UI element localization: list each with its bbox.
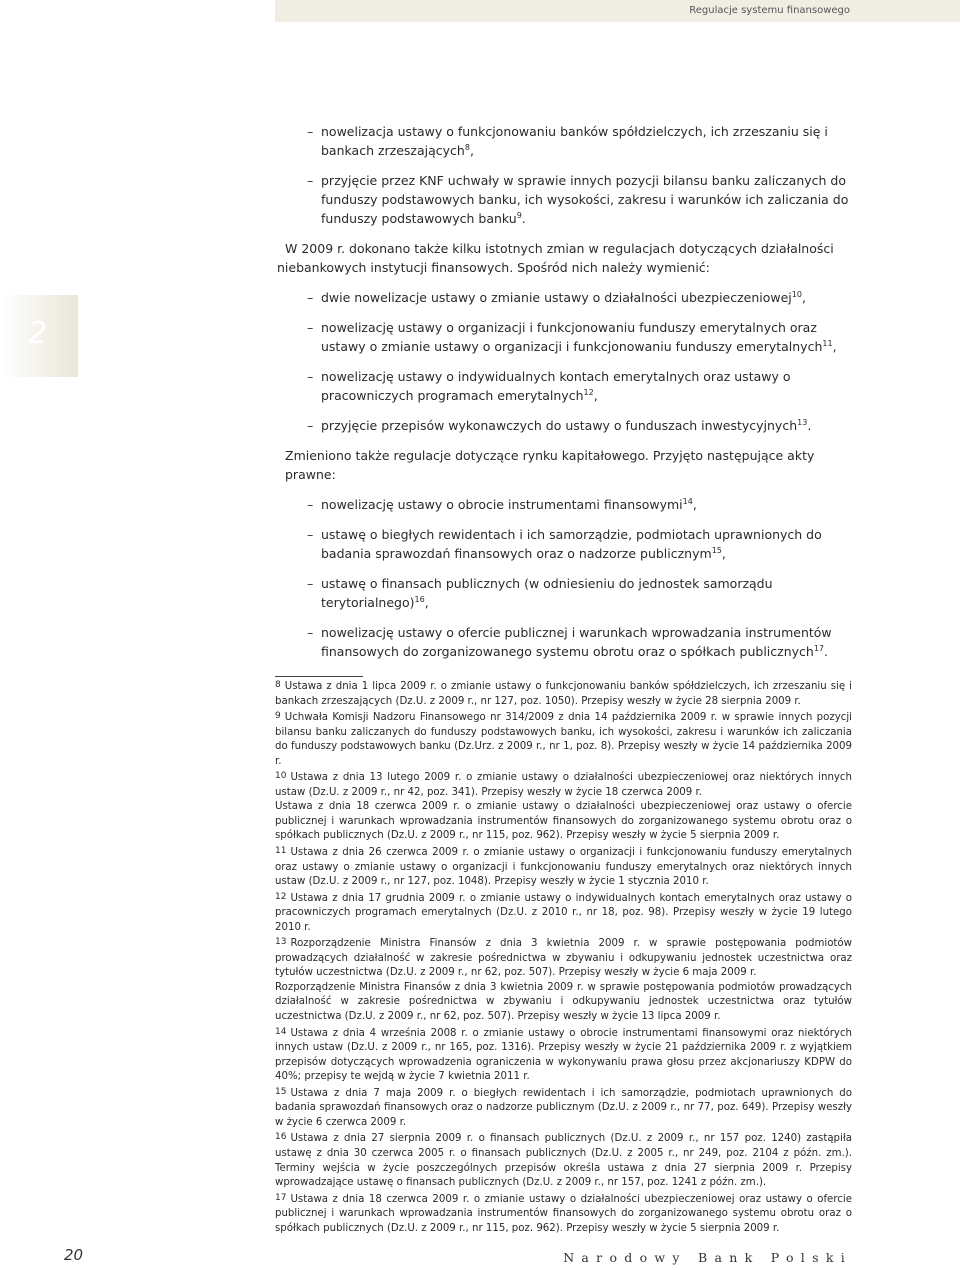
list-dash: – <box>307 320 314 335</box>
footnote-text: Ustawa z dnia 13 lutego 2009 r. o zmianie ustawy o działalności ubezpieczeniowej oraz niektórych innych ustaw (Dz.U. z 2009 r., nr 42, poz. 341). Przepisy weszły w życie 18 czerwca 2009 r. <box>275 772 852 798</box>
running-header-bar <box>275 0 960 22</box>
footnote-text: Ustawa z dnia 18 czerwca 2009 r. o zmianie ustawy o działalności ubezpieczeniowej oraz ustawy o ofercie publicznej i warunkach wprowadzania instrumentów finansowych do zorganizowanego systemu obrotu oraz o spółkach publicznych (Dz.U. z 2009 r., nr 115, poz. 962). Przepisy weszły w życie 5 sierpnia 2009 r. <box>275 801 852 842</box>
footnote-ref: 15 <box>711 546 722 555</box>
list-item-punct: , <box>692 497 697 512</box>
list-item-text: ustawę o biegłych rewidentach i ich samorządzie, podmiotach uprawnionych do badania sprawozdań finansowych oraz o nadzorze publicznym <box>321 527 822 561</box>
footnote <box>275 1085 852 1131</box>
list-item <box>277 574 851 612</box>
publisher-name: Narodowy Bank Polski <box>563 1250 852 1265</box>
footnote-number: 12 <box>275 891 287 902</box>
list-dash: – <box>307 625 314 640</box>
footnote-text: Ustawa z dnia 18 czerwca 2009 r. o zmianie ustawy o działalności ubezpieczeniowej oraz ustawy o ofercie publicznej i warunkach wprowadzania instrumentów finansowych do zorganizowanego systemu obrotu oraz o spółkach publicznych (Dz.U. z 2009 r., nr 115, poz. 962). Przepisy weszły w życie 5 sierpnia 2009 r. <box>275 1193 852 1234</box>
footnote-ref: 16 <box>414 595 425 604</box>
list-dash: – <box>307 418 314 433</box>
bullet-list-capital-market <box>277 495 851 661</box>
footnote-text: Ustawa z dnia 17 grudnia 2009 r. o zmianie ustawy o indywidualnych kontach emerytalnych oraz ustawy o pracowniczych programach emerytalnych (Dz.U. z 2010 r., nr 18, poz. 98). Przepisy weszły w życie 19 lutego 2010 r. <box>275 892 852 933</box>
list-dash: – <box>307 497 314 512</box>
paragraph-capital-market-intro: Zmieniono także regulacje dotyczące rynku kapitałowego. Przyjęto następujące akty prawne: <box>285 448 815 482</box>
list-dash: – <box>307 124 314 139</box>
footnote-ref: 8 <box>464 143 470 152</box>
list-item-text: nowelizację ustawy o organizacji i funkcjonowaniu funduszy emerytalnych oraz ustawy o zmianie ustawy o organizacji i funkcjonowaniu funduszy emerytalnych <box>321 320 823 354</box>
footnote <box>275 709 852 769</box>
footnote-text: Uchwała Komisji Nadzoru Finansowego nr 314/2009 z dnia 14 października 2009 r. w sprawie innych pozycji bilansu banku zaliczanych do funduszy podstawowych banku, ich wysokości, zakresu i warunków ich zaliczania do funduszy podstawowych banku (Dz.Urz. z 2009 r., nr 1, poz. 8). Przepisy weszły w życie 14 października 2009 r. <box>275 712 852 767</box>
footnote-text: Ustawa z dnia 4 września 2008 r. o zmianie ustawy o obrocie instrumentami finansowymi oraz niektórych innych ustaw (Dz.U. z 2009 r., nr 165, poz. 1316). Przepisy weszły w życie 21 października 2009 r. z wyjątkiem przepisów dotyczących wprowadzenia ograniczenia w wykonywaniu prawa głosu przez akcjonariuszy KDPW do 40%; przepisy te wejdą w życie 7 kwietnia 2011 r. <box>275 1027 852 1083</box>
footnote-number: 14 <box>275 1026 287 1037</box>
footnote-ref: 17 <box>813 644 825 653</box>
list-item-text: dwie nowelizacje ustawy o zmianie ustawy o działalności ubezpieczeniowej <box>321 290 792 305</box>
footnote <box>275 769 852 800</box>
footnote-text: Ustawa z dnia 7 maja 2009 r. o biegłych rewidentach i ich samorządzie, podmiotach uprawnionych do badania sprawozdań finansowych oraz o nadzorze publicznym (Dz.U. z 2009 r., nr 77, poz. 649). Przepisy weszły w życie 6 czerwca 2009 r. <box>275 1087 852 1128</box>
list-item-punct: . <box>807 418 812 433</box>
list-item-punct: , <box>424 595 429 610</box>
list-item-punct: . <box>521 211 526 226</box>
list-dash: – <box>307 369 314 384</box>
footnote-number: 15 <box>275 1086 287 1097</box>
footnote <box>275 800 852 844</box>
footnote <box>275 678 852 709</box>
footnote-text: Ustawa z dnia 1 lipca 2009 r. o zmianie ustawy o funkcjonowaniu banków spółdzielczych, ich zrzeszaniu się i bankach zrzeszających (Dz.U. z 2009 r., nr 127, poz. 1050). Przepisy weszły w życie 28 sierpnia 2009 r. <box>275 681 852 707</box>
footnote-text: Rozporządzenie Ministra Finansów z dnia 3 kwietnia 2009 r. w sprawie postępowania podmiotów prowadzących działalność w zakresie pośrednictwa w zbywaniu i odkupywaniu jednostek uczestnictwa oraz tytułów uczestnictwa (Dz.U. z 2009 r., nr 62, poz. 507). Przepisy weszły w życie 6 maja 2009 r. <box>275 938 852 979</box>
footnote-number: 17 <box>275 1192 287 1203</box>
footnote-text: Rozporządzenie Ministra Finansów z dnia 3 kwietnia 2009 r. w sprawie postępowania podmiotów prowadzących działalność w zakresie pośrednictwa w zbywaniu i odkupywaniu jednostek uczestnictwa oraz tytułów uczestnictwa (Dz.U. z 2009 r., nr 62, poz. 507). Przepisy weszły w życie 13 lipca 2009 r. <box>275 981 852 1023</box>
footnote <box>275 1025 852 1085</box>
paragraph-nonbank-intro: W 2009 r. dokonano także kilku istotnych zmian w regulacjach dotyczących działalności niebankowych instytucji finansowych. Spośród nich należy wymienić: <box>277 241 834 275</box>
footnote-separator <box>275 676 363 677</box>
footnote-text: Ustawa z dnia 26 czerwca 2009 r. o zmianie ustawy o organizacji i funkcjonowaniu funduszy emerytalnych oraz ustawy o zmianie ustawy o organizacji i funkcjonowaniu funduszy emerytalnych oraz niektórych innych ustaw (Dz.U. z 2009 r., nr 127, poz. 1048). Przepisy weszły w życie 1 stycznia 2010 r. <box>275 847 852 888</box>
list-dash: – <box>307 527 314 542</box>
list-item-punct: , <box>593 388 598 403</box>
footnote <box>275 890 852 936</box>
page-number: 20 <box>64 1246 84 1264</box>
footnote-number: 11 <box>275 846 287 857</box>
footnote-number: 9 <box>275 711 281 722</box>
footnote-ref: 10 <box>791 290 802 299</box>
footnote <box>275 1191 852 1237</box>
list-item-text: nowelizację ustawy o indywidualnych kontach emerytalnych oraz ustawy o pracowniczych programach emerytalnych <box>321 369 791 403</box>
list-item <box>277 288 851 307</box>
footnote <box>275 935 852 981</box>
list-item-text: nowelizację ustawy o obrocie instrumentami finansowymi <box>321 497 683 512</box>
list-item-punct: , <box>721 546 726 561</box>
running-header-title: Regulacje systemu finansowego <box>689 5 850 16</box>
list-item-punct: . <box>824 644 828 659</box>
footnote-ref: 11 <box>822 339 833 348</box>
list-item <box>277 318 851 356</box>
list-item <box>277 495 851 514</box>
list-item-text: przyjęcie przez KNF uchwały w sprawie innych pozycji bilansu banku zaliczanych do funduszy podstawowych banku, ich wysokości, zakresu i warunków ich zaliczania do funduszy podstawowych banku <box>321 173 849 226</box>
list-item <box>277 525 851 563</box>
list-item <box>277 171 851 228</box>
list-item-text: nowelizacja ustawy o funkcjonowaniu banków spółdzielczych, ich zrzeszaniu się i bankach zrzeszających <box>321 124 828 158</box>
bullet-list-banking <box>277 122 851 228</box>
bullet-list-nonbank <box>277 288 851 435</box>
list-item-text: przyjęcie przepisów wykonawczych do ustawy o funduszach inwestycyjnych <box>321 418 798 433</box>
list-item <box>277 416 851 435</box>
footnote <box>275 981 852 1025</box>
list-dash: – <box>307 290 314 305</box>
footnote-ref: 13 <box>797 418 808 427</box>
footnote-number: 13 <box>275 937 287 948</box>
footnote-text: Ustawa z dnia 27 sierpnia 2009 r. o finansach publicznych (Dz.U. z 2009 r., nr 157 poz. 1240) zastąpiła ustawę z dnia 30 czerwca 2005 r. o finansach publicznych (Dz.U. z 2005 r., nr 249, poz. 2104 z późn. zm.). Terminy wejścia w życie poszczególnych przepisów określa ustawa z dnia 27 sierpnia 2009 r. Przepisy wprowadzające ustawę o finansach publicznych (Dz.U. z 2009 r., nr 157, poz. 1241 z późn. zm.). <box>275 1133 852 1189</box>
list-item-text: nowelizację ustawy o ofercie publicznej i warunkach wprowadzania instrumentów finansowych do zorganizowanego systemu obrotu oraz o spółkach publicznych <box>321 625 832 659</box>
list-item-punct: , <box>801 290 806 305</box>
list-dash: – <box>307 173 314 188</box>
chapter-number: 2 <box>28 316 48 351</box>
footnote <box>275 844 852 890</box>
list-item <box>277 623 851 661</box>
footnote-number: 16 <box>275 1132 287 1143</box>
footnote <box>275 1130 852 1190</box>
list-dash: – <box>307 576 314 591</box>
footnote-ref: 9 <box>516 211 522 220</box>
list-item <box>277 122 851 160</box>
list-item-punct: , <box>832 339 837 354</box>
list-item-text: ustawę o finansach publicznych (w odniesieniu do jednostek samorządu terytorialnego) <box>321 576 773 610</box>
main-text <box>277 122 851 672</box>
list-item-punct: , <box>469 143 474 158</box>
footnote-ref: 14 <box>682 497 693 506</box>
footnote-number: 8 <box>275 680 281 690</box>
footnote-number: 10 <box>275 771 287 782</box>
footnotes <box>275 678 852 1236</box>
footnote-ref: 12 <box>583 388 594 397</box>
list-item <box>277 367 851 405</box>
